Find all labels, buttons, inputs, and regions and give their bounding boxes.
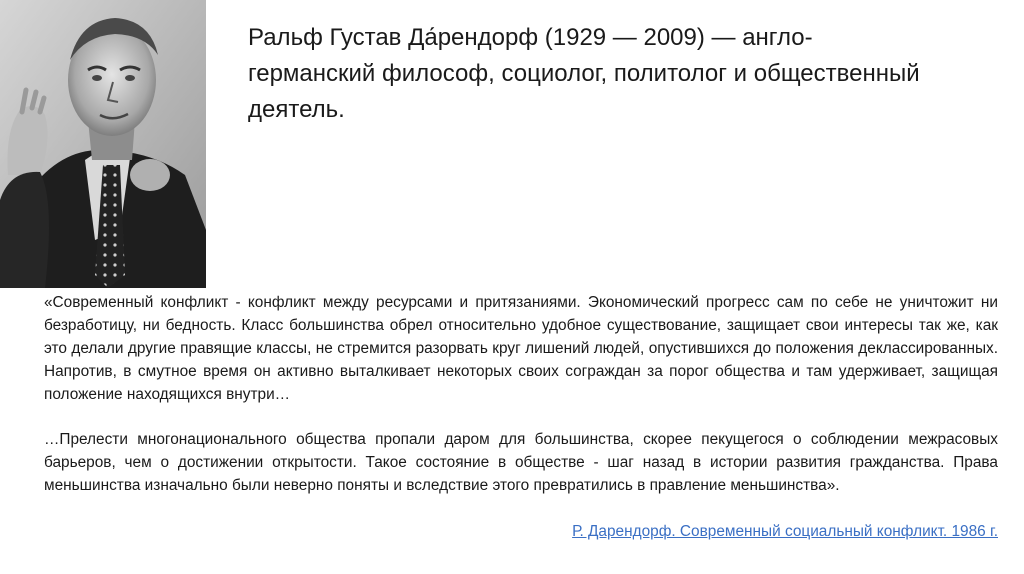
source-citation-link[interactable]: Р. Дарендорф. Современный социальный конфликт. 1986 г. [572,523,998,540]
portrait-photo [0,0,206,288]
quote-block [44,291,998,497]
portrait-photo-icon [0,0,206,288]
page-title: Ральф Густав Да́рендорф (1929 — 2009) — англо-германский философ, социолог, политолог и общественный деятель. [248,24,920,123]
quote-paragraph: …Прелести многонационального общества пропали даром для большинства, скорее пекущегося о соблюдении межрасовых барьеров, чем о достижении открытости. Такое состояние в обществе - шаг назад в истории развития гражданства. Права меньшинства изначально были неверно поняты и вследствие этого превратились в правление меньшинства». [44,431,998,494]
quote-paragraph: «Современный конфликт - конфликт между ресурсами и притязаниями. Экономический прогресс сам по себе не уничтожит ни безработицу, ни бедность. Класс большинства обрел относительно удобное существование, защищает свои интересы так же, как это делали другие правящие классы, не стремится разорвать круг лишений людей, опустившихся до положения деклассированных. Напротив, в смутное время он активно выталкивает некоторых своих сограждан за порог общества и там удерживает, защищая положение находящихся внутри… [44,294,998,403]
